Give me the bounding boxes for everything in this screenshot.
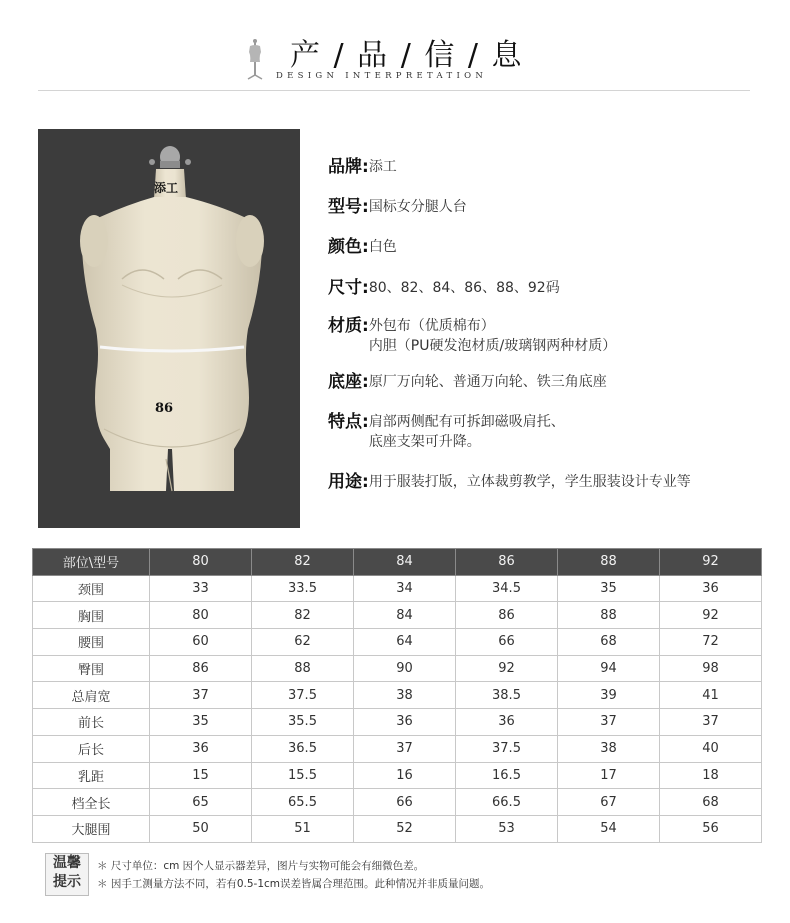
table-row — [33, 709, 762, 736]
table-row-label: 乳距 — [33, 762, 150, 789]
spec-value: 白色 — [368, 239, 397, 255]
table-row-label: 前长 — [33, 709, 150, 736]
table-cell: 66 — [456, 629, 558, 656]
table-cell: 54 — [558, 815, 660, 842]
table-cell: 34 — [354, 575, 456, 602]
table-cell: 38 — [354, 682, 456, 709]
table-cell: 36 — [150, 735, 252, 762]
table-cell: 33 — [150, 575, 252, 602]
table-cell: 67 — [558, 789, 660, 816]
table-cell: 86 — [456, 602, 558, 629]
table-row — [33, 762, 762, 789]
table-row — [33, 629, 762, 656]
table-row-label: 大腿围 — [33, 815, 150, 842]
spec-value: 用于服装打版，立体裁剪教学，学生服装设计专业等 — [368, 474, 691, 490]
spec-value: 外包布（优质棉布） 内胆（PU硬发泡材质/玻璃钢两种材质） — [368, 318, 617, 354]
tips-badge — [45, 853, 89, 896]
table-cell: 52 — [354, 815, 456, 842]
table-cell: 50 — [150, 815, 252, 842]
table-cell: 37 — [558, 709, 660, 736]
page-subtitle: DESIGN INTERPRETATION — [276, 71, 488, 81]
table-cell: 62 — [252, 629, 354, 656]
table-cell: 84 — [354, 602, 456, 629]
spec-value: 肩部两侧配有可拆卸磁吸肩托、 底座支架可升降。 — [368, 414, 565, 450]
table-cell: 34.5 — [456, 575, 558, 602]
mannequin-size-mark: 86 — [155, 401, 174, 416]
table-cell: 17 — [558, 762, 660, 789]
table-row — [33, 815, 762, 842]
table-row-label: 后长 — [33, 735, 150, 762]
tips-badge-line: 温馨 — [53, 855, 81, 871]
table-cell: 36 — [354, 709, 456, 736]
table-cell: 38 — [558, 735, 660, 762]
table-header-row — [33, 549, 762, 576]
table-cell: 40 — [660, 735, 762, 762]
table-header-cell: 86 — [456, 549, 558, 576]
tips-notes — [97, 857, 490, 893]
spec-value: 原厂万向轮、普通万向轮、铁三角底座 — [368, 374, 607, 390]
spec-label: 材质: — [328, 316, 369, 336]
table-cell: 66 — [354, 789, 456, 816]
table-header-cell: 92 — [660, 549, 762, 576]
spec-value: 80、82、84、86、88、92码 — [368, 280, 560, 296]
table-cell: 86 — [150, 655, 252, 682]
spec-size — [328, 277, 560, 299]
table-cell: 16.5 — [456, 762, 558, 789]
table-header-cell: 82 — [252, 549, 354, 576]
table-cell: 88 — [252, 655, 354, 682]
spec-color — [328, 236, 397, 258]
table-cell: 66.5 — [456, 789, 558, 816]
table-cell: 37 — [150, 682, 252, 709]
table-row-label: 总肩宽 — [33, 682, 150, 709]
spec-value: 添工 — [368, 159, 397, 175]
table-cell: 15 — [150, 762, 252, 789]
table-row — [33, 602, 762, 629]
product-photo — [38, 129, 300, 528]
spec-label: 尺寸: — [328, 278, 369, 298]
page-title: 产 / 品 / 信 / 息 — [290, 38, 524, 73]
table-cell: 41 — [660, 682, 762, 709]
table-cell: 37 — [354, 735, 456, 762]
table-cell: 98 — [660, 655, 762, 682]
table-row — [33, 789, 762, 816]
table-header-cell: 88 — [558, 549, 660, 576]
table-row — [33, 575, 762, 602]
table-cell: 64 — [354, 629, 456, 656]
table-header-cell: 部位\型号 — [33, 549, 150, 576]
table-row — [33, 682, 762, 709]
spec-material — [328, 315, 616, 356]
spec-model — [328, 196, 467, 218]
table-cell: 90 — [354, 655, 456, 682]
table-cell: 38.5 — [456, 682, 558, 709]
spec-label: 颜色: — [328, 237, 369, 257]
table-cell: 92 — [456, 655, 558, 682]
table-row-label: 腰围 — [33, 629, 150, 656]
table-header-cell: 84 — [354, 549, 456, 576]
spec-features — [328, 411, 565, 452]
table-cell: 36 — [456, 709, 558, 736]
table-cell: 65 — [150, 789, 252, 816]
table-row-label: 颈围 — [33, 575, 150, 602]
header — [0, 0, 790, 92]
table-cell: 92 — [660, 602, 762, 629]
table-cell: 56 — [660, 815, 762, 842]
tips-note: ＊ 尺寸单位：cm 因个人显示器差异，图片与实物可能会有细微色差。 — [97, 860, 425, 872]
header-divider — [38, 90, 750, 91]
table-cell: 94 — [558, 655, 660, 682]
spec-label: 特点: — [328, 412, 369, 432]
table-cell: 88 — [558, 602, 660, 629]
spec-label: 用途: — [328, 472, 369, 492]
spec-label: 品牌: — [328, 157, 369, 177]
table-cell: 68 — [558, 629, 660, 656]
table-cell: 35 — [558, 575, 660, 602]
spec-value: 国标女分腿人台 — [368, 199, 467, 215]
size-table — [32, 548, 762, 843]
table-row — [33, 735, 762, 762]
table-cell: 65.5 — [252, 789, 354, 816]
table-cell: 36 — [660, 575, 762, 602]
table-cell: 37.5 — [456, 735, 558, 762]
table-row-label: 胸围 — [33, 602, 150, 629]
mannequin-brand-mark: 添工 — [154, 181, 179, 195]
spec-label: 底座: — [328, 372, 369, 392]
table-header-cell: 80 — [150, 549, 252, 576]
spec-base — [328, 371, 607, 393]
table-cell: 68 — [660, 789, 762, 816]
table-row-label: 臀围 — [33, 655, 150, 682]
table-cell: 15.5 — [252, 762, 354, 789]
table-row — [33, 655, 762, 682]
spec-usage — [328, 471, 691, 493]
spec-label: 型号: — [328, 197, 369, 217]
table-cell: 60 — [150, 629, 252, 656]
table-cell: 51 — [252, 815, 354, 842]
table-cell: 18 — [660, 762, 762, 789]
tips-note: ＊ 因手工测量方法不同，若有0.5-1cm误差皆属合理范围。此种情况并非质量问题。 — [97, 878, 491, 890]
table-cell: 72 — [660, 629, 762, 656]
table-cell: 37 — [660, 709, 762, 736]
table-cell: 35.5 — [252, 709, 354, 736]
table-row-label: 档全长 — [33, 789, 150, 816]
table-cell: 82 — [252, 602, 354, 629]
table-cell: 39 — [558, 682, 660, 709]
table-cell: 16 — [354, 762, 456, 789]
table-cell: 33.5 — [252, 575, 354, 602]
table-cell: 36.5 — [252, 735, 354, 762]
table-cell: 80 — [150, 602, 252, 629]
dress-form-icon — [244, 38, 266, 80]
spec-brand — [328, 156, 397, 178]
table-cell: 53 — [456, 815, 558, 842]
table-cell: 37.5 — [252, 682, 354, 709]
tips-badge-line: 提示 — [53, 874, 81, 890]
table-cell: 35 — [150, 709, 252, 736]
